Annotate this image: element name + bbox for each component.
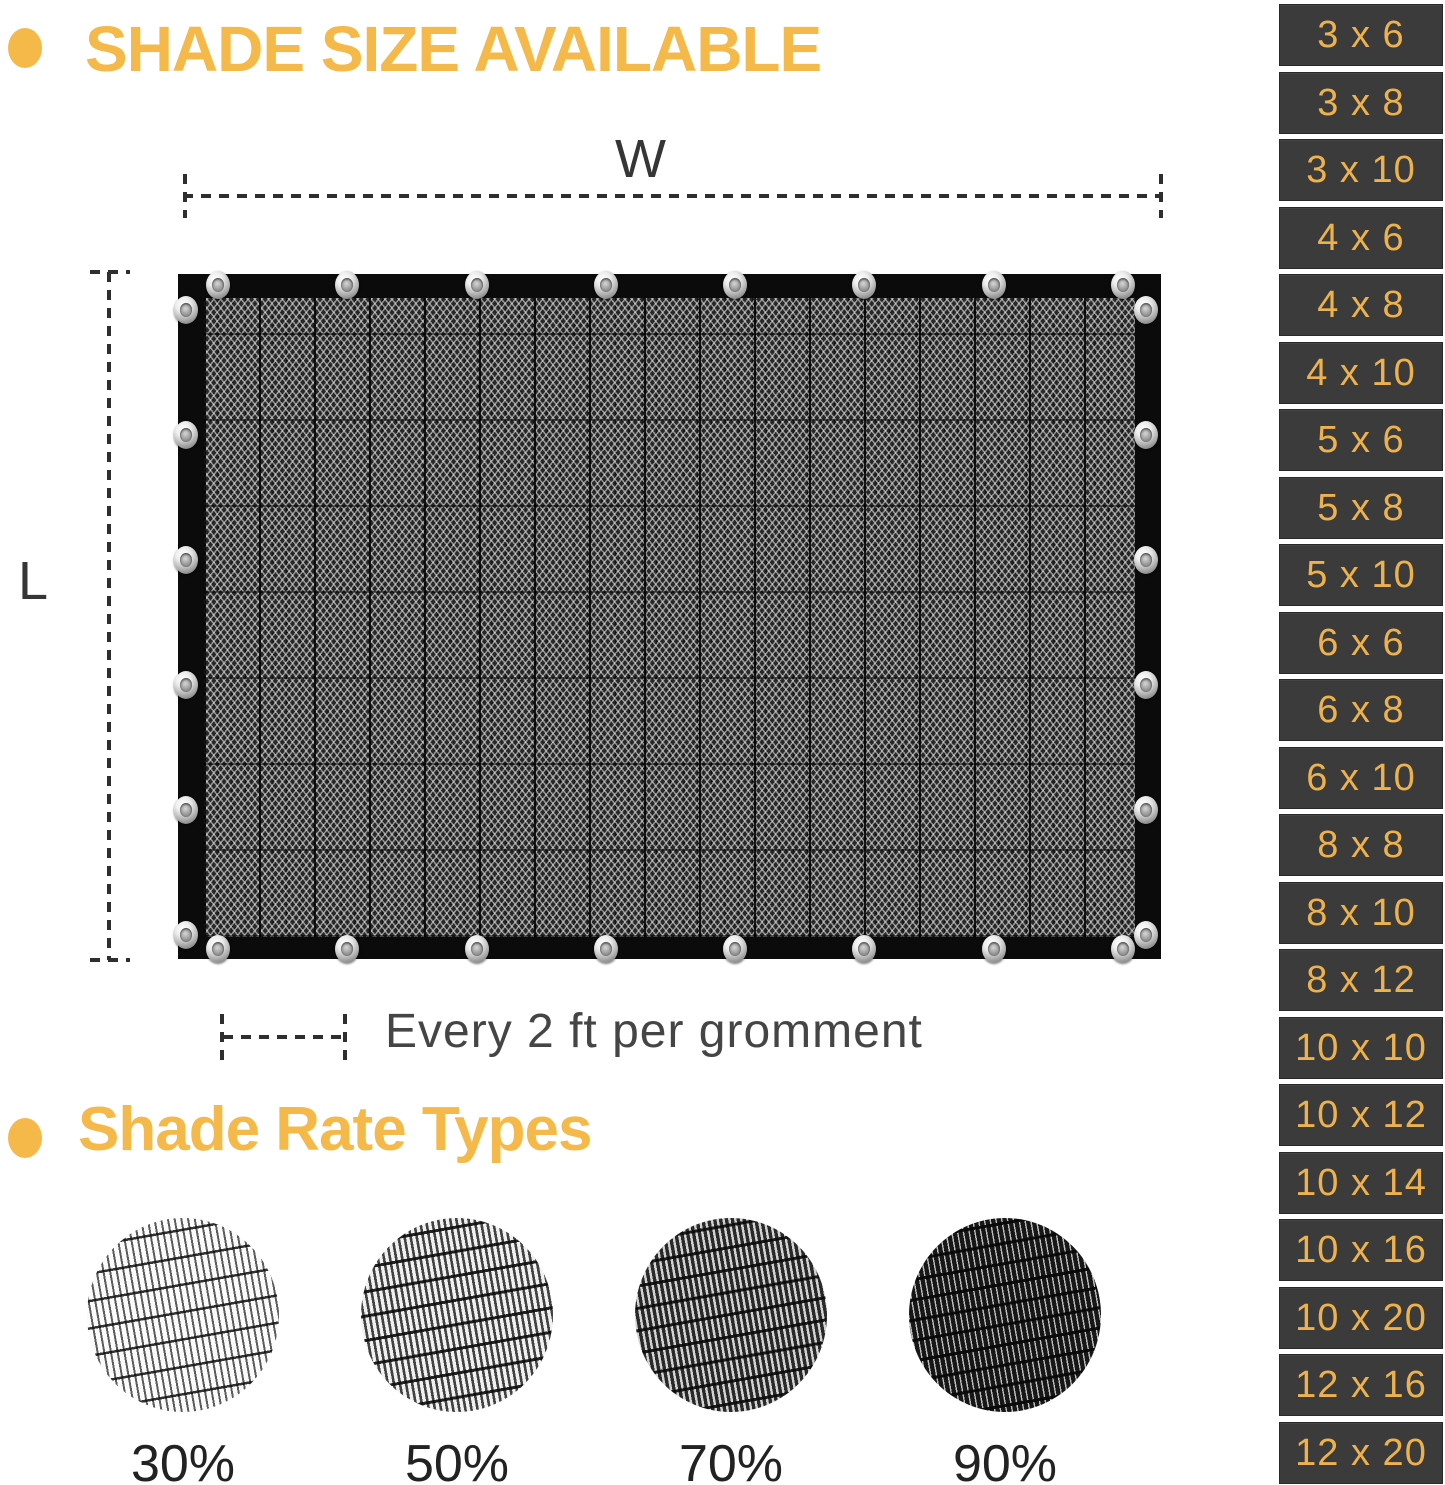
grommet-icon — [852, 271, 876, 299]
grommet-icon — [594, 271, 618, 299]
size-option: 5 x 6 — [1279, 409, 1443, 471]
grommet-icon — [723, 935, 747, 963]
size-option: 6 x 8 — [1279, 679, 1443, 741]
size-section-title: SHADE SIZE AVAILABLE — [85, 13, 822, 85]
grommet-icon — [206, 935, 230, 963]
grommet-icon — [174, 421, 198, 449]
grommet-icon — [594, 935, 618, 963]
size-option: 4 x 6 — [1279, 207, 1443, 269]
grommet-icon — [335, 935, 359, 963]
size-option: 8 x 8 — [1279, 814, 1443, 876]
size-option: 6 x 10 — [1279, 747, 1443, 809]
grommet-icon — [465, 271, 489, 299]
size-list — [1279, 0, 1443, 1485]
grommet-spacing-tick-right — [343, 1014, 347, 1060]
shade-rate-sample — [347, 1218, 567, 1485]
grommet-icon — [1134, 296, 1158, 324]
length-dimension-tick-top — [90, 270, 130, 274]
size-option: 8 x 12 — [1279, 949, 1443, 1011]
grommet-spacing-line — [223, 1035, 344, 1039]
width-dimension-line — [183, 194, 1162, 198]
size-option: 8 x 10 — [1279, 882, 1443, 944]
grommet-icon — [465, 935, 489, 963]
grommet-icon — [1111, 935, 1135, 963]
length-dimension-label: L — [18, 551, 49, 611]
size-option: 3 x 10 — [1279, 139, 1443, 201]
grommet-icon — [174, 671, 198, 699]
size-option: 10 x 10 — [1279, 1017, 1443, 1079]
mesh-sample-icon — [909, 1218, 1101, 1412]
grommet-icon — [852, 935, 876, 963]
size-option: 10 x 20 — [1279, 1287, 1443, 1349]
grommet-icon — [982, 271, 1006, 299]
grommet-icon — [1134, 546, 1158, 574]
size-option: 12 x 16 — [1279, 1354, 1443, 1416]
size-option: 3 x 8 — [1279, 72, 1443, 134]
size-option: 10 x 16 — [1279, 1219, 1443, 1281]
shade-rate-percent: 90% — [952, 1435, 1058, 1485]
mesh-sample-icon — [361, 1218, 553, 1412]
grommet-spacing-tick-left — [220, 1014, 224, 1060]
size-option: 10 x 14 — [1279, 1152, 1443, 1214]
rate-section-title: Shade Rate Types — [78, 1095, 592, 1164]
grommet-icon — [335, 271, 359, 299]
shade-rate-sample — [73, 1218, 293, 1485]
grommet-icon — [1111, 271, 1135, 299]
grommet-icon — [1134, 421, 1158, 449]
grommet-icon — [206, 271, 230, 299]
grommet-icon — [723, 271, 747, 299]
grommet-spacing-note: Every 2 ft per gromment — [385, 1005, 923, 1058]
bullet-icon — [8, 28, 42, 68]
grommet-icon — [1134, 671, 1158, 699]
shade-rate-sample — [895, 1218, 1115, 1485]
grommet-icon — [174, 296, 198, 324]
grommet-icon — [1134, 921, 1158, 949]
grommet-icon — [982, 935, 1006, 963]
grommet-icon — [174, 796, 198, 824]
size-option: 10 x 12 — [1279, 1084, 1443, 1146]
mesh-sample-icon — [635, 1218, 827, 1412]
shade-net-mesh — [204, 298, 1135, 937]
width-dimension-tick-right — [1159, 174, 1163, 218]
length-dimension-line — [107, 272, 111, 960]
grommet-icon — [174, 546, 198, 574]
shade-net — [178, 274, 1161, 959]
size-option: 4 x 10 — [1279, 342, 1443, 404]
width-dimension-tick-left — [183, 174, 187, 218]
size-option: 4 x 8 — [1279, 274, 1443, 336]
shade-rate-percent: 30% — [130, 1435, 236, 1485]
mesh-sample-icon — [87, 1218, 279, 1412]
size-option: 3 x 6 — [1279, 4, 1443, 66]
shade-rate-sample — [621, 1218, 841, 1485]
length-dimension-tick-bottom — [90, 958, 130, 962]
size-option: 5 x 8 — [1279, 477, 1443, 539]
grommet-icon — [174, 921, 198, 949]
grommet-icon — [1134, 796, 1158, 824]
shade-rate-percent: 50% — [404, 1435, 510, 1485]
bullet-icon — [8, 1118, 42, 1158]
size-option: 5 x 10 — [1279, 544, 1443, 606]
size-option: 6 x 6 — [1279, 612, 1443, 674]
width-dimension-label: W — [615, 129, 666, 189]
shade-rate-percent: 70% — [678, 1435, 784, 1485]
size-option: 12 x 20 — [1279, 1422, 1443, 1484]
